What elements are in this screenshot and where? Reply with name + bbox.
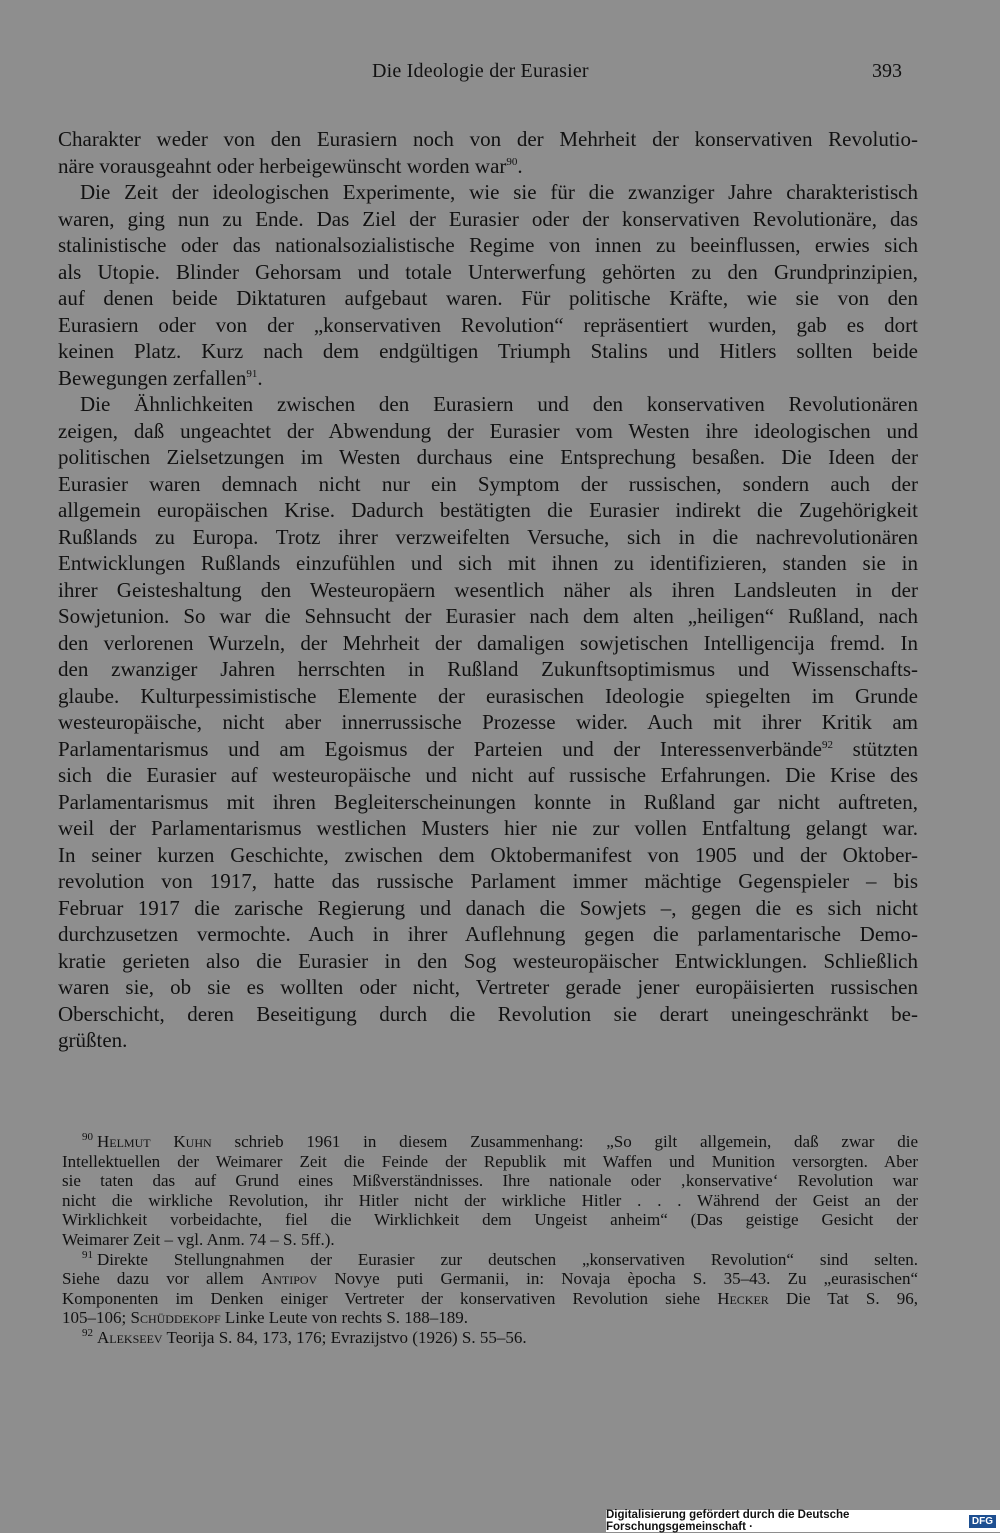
footnote-number: 92 <box>82 1327 93 1340</box>
page-number: 393 <box>872 60 902 82</box>
text-line: westeuropäische, nicht aber innerrussische Prozesse wider. Auch mit ihrer Kritik am <box>58 710 918 734</box>
text-line: Oberschicht, deren Beseitigung durch die Revolution sie derart uneingeschränkt be- <box>58 1001 918 1026</box>
text-line: Bewegungen zerfallen$^{91}$. <box>58 365 263 390</box>
text-line: Rußlands zu Europa. Trotz ihrer verzweifelten Versuche, sich in die nachrevolutionären <box>58 524 918 549</box>
text-line: stalinistische oder das nationalsozialistische Regime von innen zu beeinflussen, erwies sich <box>58 233 918 257</box>
text-line: den verlorenen Wurzeln, der Mehrheit der damaligen sowjetischen Intelligencija fremd. In <box>58 630 918 655</box>
text-line: grüßten. <box>58 1028 128 1052</box>
text-line: den zwanziger Jahren herrschten in Rußland Zukunftsoptimismus und Wissenschafts- <box>58 657 918 681</box>
text-line: Die Ähnlichkeiten zwischen den Eurasiern und den konservativen Revolutionären <box>80 392 918 416</box>
text-line: Parlamentarismus und am Egoismus der Parteien und der Interessenverbände$^{92}$ stützten <box>58 736 918 761</box>
text-line: waren sie, ob sie es wollten oder nicht, Vertreter gerade jener europäisierten russischen <box>58 975 918 999</box>
footnote-line: 105–106; Schüddekopf Linke Leute von rechts S. 188–189. <box>62 1308 469 1328</box>
text-line: revolution von 1917, hatte das russische Parlament immer mächtige Gegenspieler – bis <box>58 869 918 893</box>
text-line: Die Zeit der ideologischen Experimente, wie sie für die zwanziger Jahre charakteristisch <box>80 180 918 204</box>
author-name: Schüddekopf <box>130 1308 221 1328</box>
text-line: waren, ging nun zu Ende. Das Ziel der Eurasier oder der konservativen Revolutionäre, das <box>58 206 918 231</box>
footnote-line: Wirklichkeit vorbeidachte, fiel die Wirklichkeit dem Ungeist anheim“ (Das geistige Gesicht der <box>62 1210 918 1230</box>
footnote-line: Komponenten im Denken einiger Vertreter der konservativen Revolution siehe Hecker Die Tat S. 96, <box>62 1288 918 1308</box>
text-line: auf denen beide Diktaturen aufgebaut waren. Für politische Kräfte, wie sie von den <box>58 286 918 310</box>
text-line: Eurasiern oder von der „konservativen Revolution“ repräsentiert wurden, gab es dort <box>58 312 918 337</box>
footnote-ref-90[interactable]: 90 <box>506 155 518 168</box>
footnote-ref-91[interactable]: 91 <box>246 367 258 380</box>
text-line: Entwicklungen Rußlands einzufühlen und sich mit ihnen zu identifizieren, standen sie in <box>58 551 918 575</box>
footnote-line: Siehe dazu vor allem Antipov Novye puti Germanii, in: Novaja èpocha S. 35–43. Zu „eurasischen“ <box>62 1269 919 1289</box>
footnote-line: Weimarer Zeit – vgl. Anm. 74 – S. 5ff.). <box>62 1229 335 1249</box>
footnote-91: $^{91}$ Direkte Stellungnahmen der Eurasier zur deutschen „konservativen Revolution“ sind selten. <box>82 1248 918 1269</box>
text-line: politischen Zielsetzungen im Westen durchaus eine Entsprechung besaßen. Die Ideen der <box>58 445 918 469</box>
author-name: Alekseev <box>97 1327 163 1347</box>
text-line: durchzusetzen vermochte. Auch in ihrer Auflehnung gegen die parlamentarische Demo- <box>58 922 918 946</box>
footnote-ref-92[interactable]: 92 <box>821 738 833 751</box>
text-line: zeigen, daß ungeachtet der Abwendung der Eurasier vom Westen ihre ideologischen und <box>58 418 918 443</box>
footnote-line: Intellektuellen der Weimarer Zeit die Feinde der Republik mit Waffen und Munition versorgten. Aber <box>62 1151 918 1171</box>
footnote-number: 90 <box>82 1131 93 1144</box>
footnote-line: sie taten das auf Grund eines Mißverständnisses. Ihre nationale oder ‚konservative‘ Revolution war <box>62 1171 918 1191</box>
footnote-number: 91 <box>82 1248 93 1261</box>
text-line: näre vorausgeahnt oder herbeigewünscht worden war$^{90}$. <box>58 153 523 178</box>
text-line: weil der Parlamentarismus westlichen Musters hier nie zur vollen Entfaltung gelangt war. <box>58 816 918 840</box>
text-line: In seiner kurzen Geschichte, zwischen dem Oktobermanifest von 1905 und der Oktober- <box>58 842 918 867</box>
running-title: Die Ideologie der Eurasier <box>372 60 589 82</box>
digitization-credit-bar <box>606 1510 1000 1532</box>
text-line: allgemein europäischen Krise. Dadurch bestätigten die Eurasier indirekt die Zugehörigkeit <box>58 498 918 522</box>
text-line: als Utopie. Blinder Gehorsam und totale Unterwerfung gehörten zu den Grundprinzipien, <box>58 259 918 284</box>
main-text <box>58 126 918 1054</box>
author-name: Antipov <box>260 1269 318 1289</box>
author-name: Helmut Kuhn <box>97 1132 212 1151</box>
dfg-logo-icon: DFG <box>969 1515 996 1528</box>
footnotes <box>62 1132 918 1348</box>
text-line: ihrer Geisteshaltung den Westeuropäern wesentlich näher als ihren Landsleuten in der <box>58 577 918 602</box>
digitization-credit: Digitalisierung gefördert durch die Deutsche Forschungsgemeinschaft · <box>606 1509 850 1533</box>
footnote-90: $^{90}$ Helmut Kuhn schrieb 1961 in diesem Zusammenhang: „So gilt allgemein, daß zwar die <box>82 1131 918 1151</box>
author-name: Hecker <box>717 1288 769 1308</box>
text-line: sich die Eurasier auf westeuropäische und nicht auf russische Erfahrungen. Die Krise des <box>58 763 918 787</box>
text-line: glaube. Kulturpessimistische Elemente der eurasischen Ideologie spiegelten im Grunde <box>58 683 918 708</box>
text-line: Eurasier waren demnach nicht nur ein Symptom der russischen, sondern auch der <box>58 471 918 496</box>
footnote-92: $^{92}$ Alekseev Teorija S. 84, 173, 176; Evrazijstvo (1926) S. 55–56. <box>82 1327 527 1347</box>
text-line: Parlamentarismus mit ihren Begleiterscheinungen konnte in Rußland gar nicht auftreten, <box>58 789 918 814</box>
text-line: keinen Platz. Kurz nach dem endgültigen Triumph Stalins und Hitlers sollten beide <box>58 339 918 363</box>
text-line: Sowjetunion. So war die Sehnsucht der Eurasier nach dem alten „heiligen“ Rußland, nach <box>58 604 918 628</box>
text-line: kratie gerieten also die Eurasier in den Sog westeuropäischer Entwicklungen. Schließlich <box>58 948 918 973</box>
text-line: Februar 1917 die zarische Regierung und danach die Sowjets –, gegen die es sich nicht <box>58 895 918 920</box>
footnote-line: nicht die wirkliche Revolution, ihr Hitler nicht der wirkliche Hitler . . . Während der Geist an der <box>62 1190 918 1210</box>
text-line: Charakter weder von den Eurasiern noch von der Mehrheit der konservativen Revolutio- <box>58 127 918 151</box>
